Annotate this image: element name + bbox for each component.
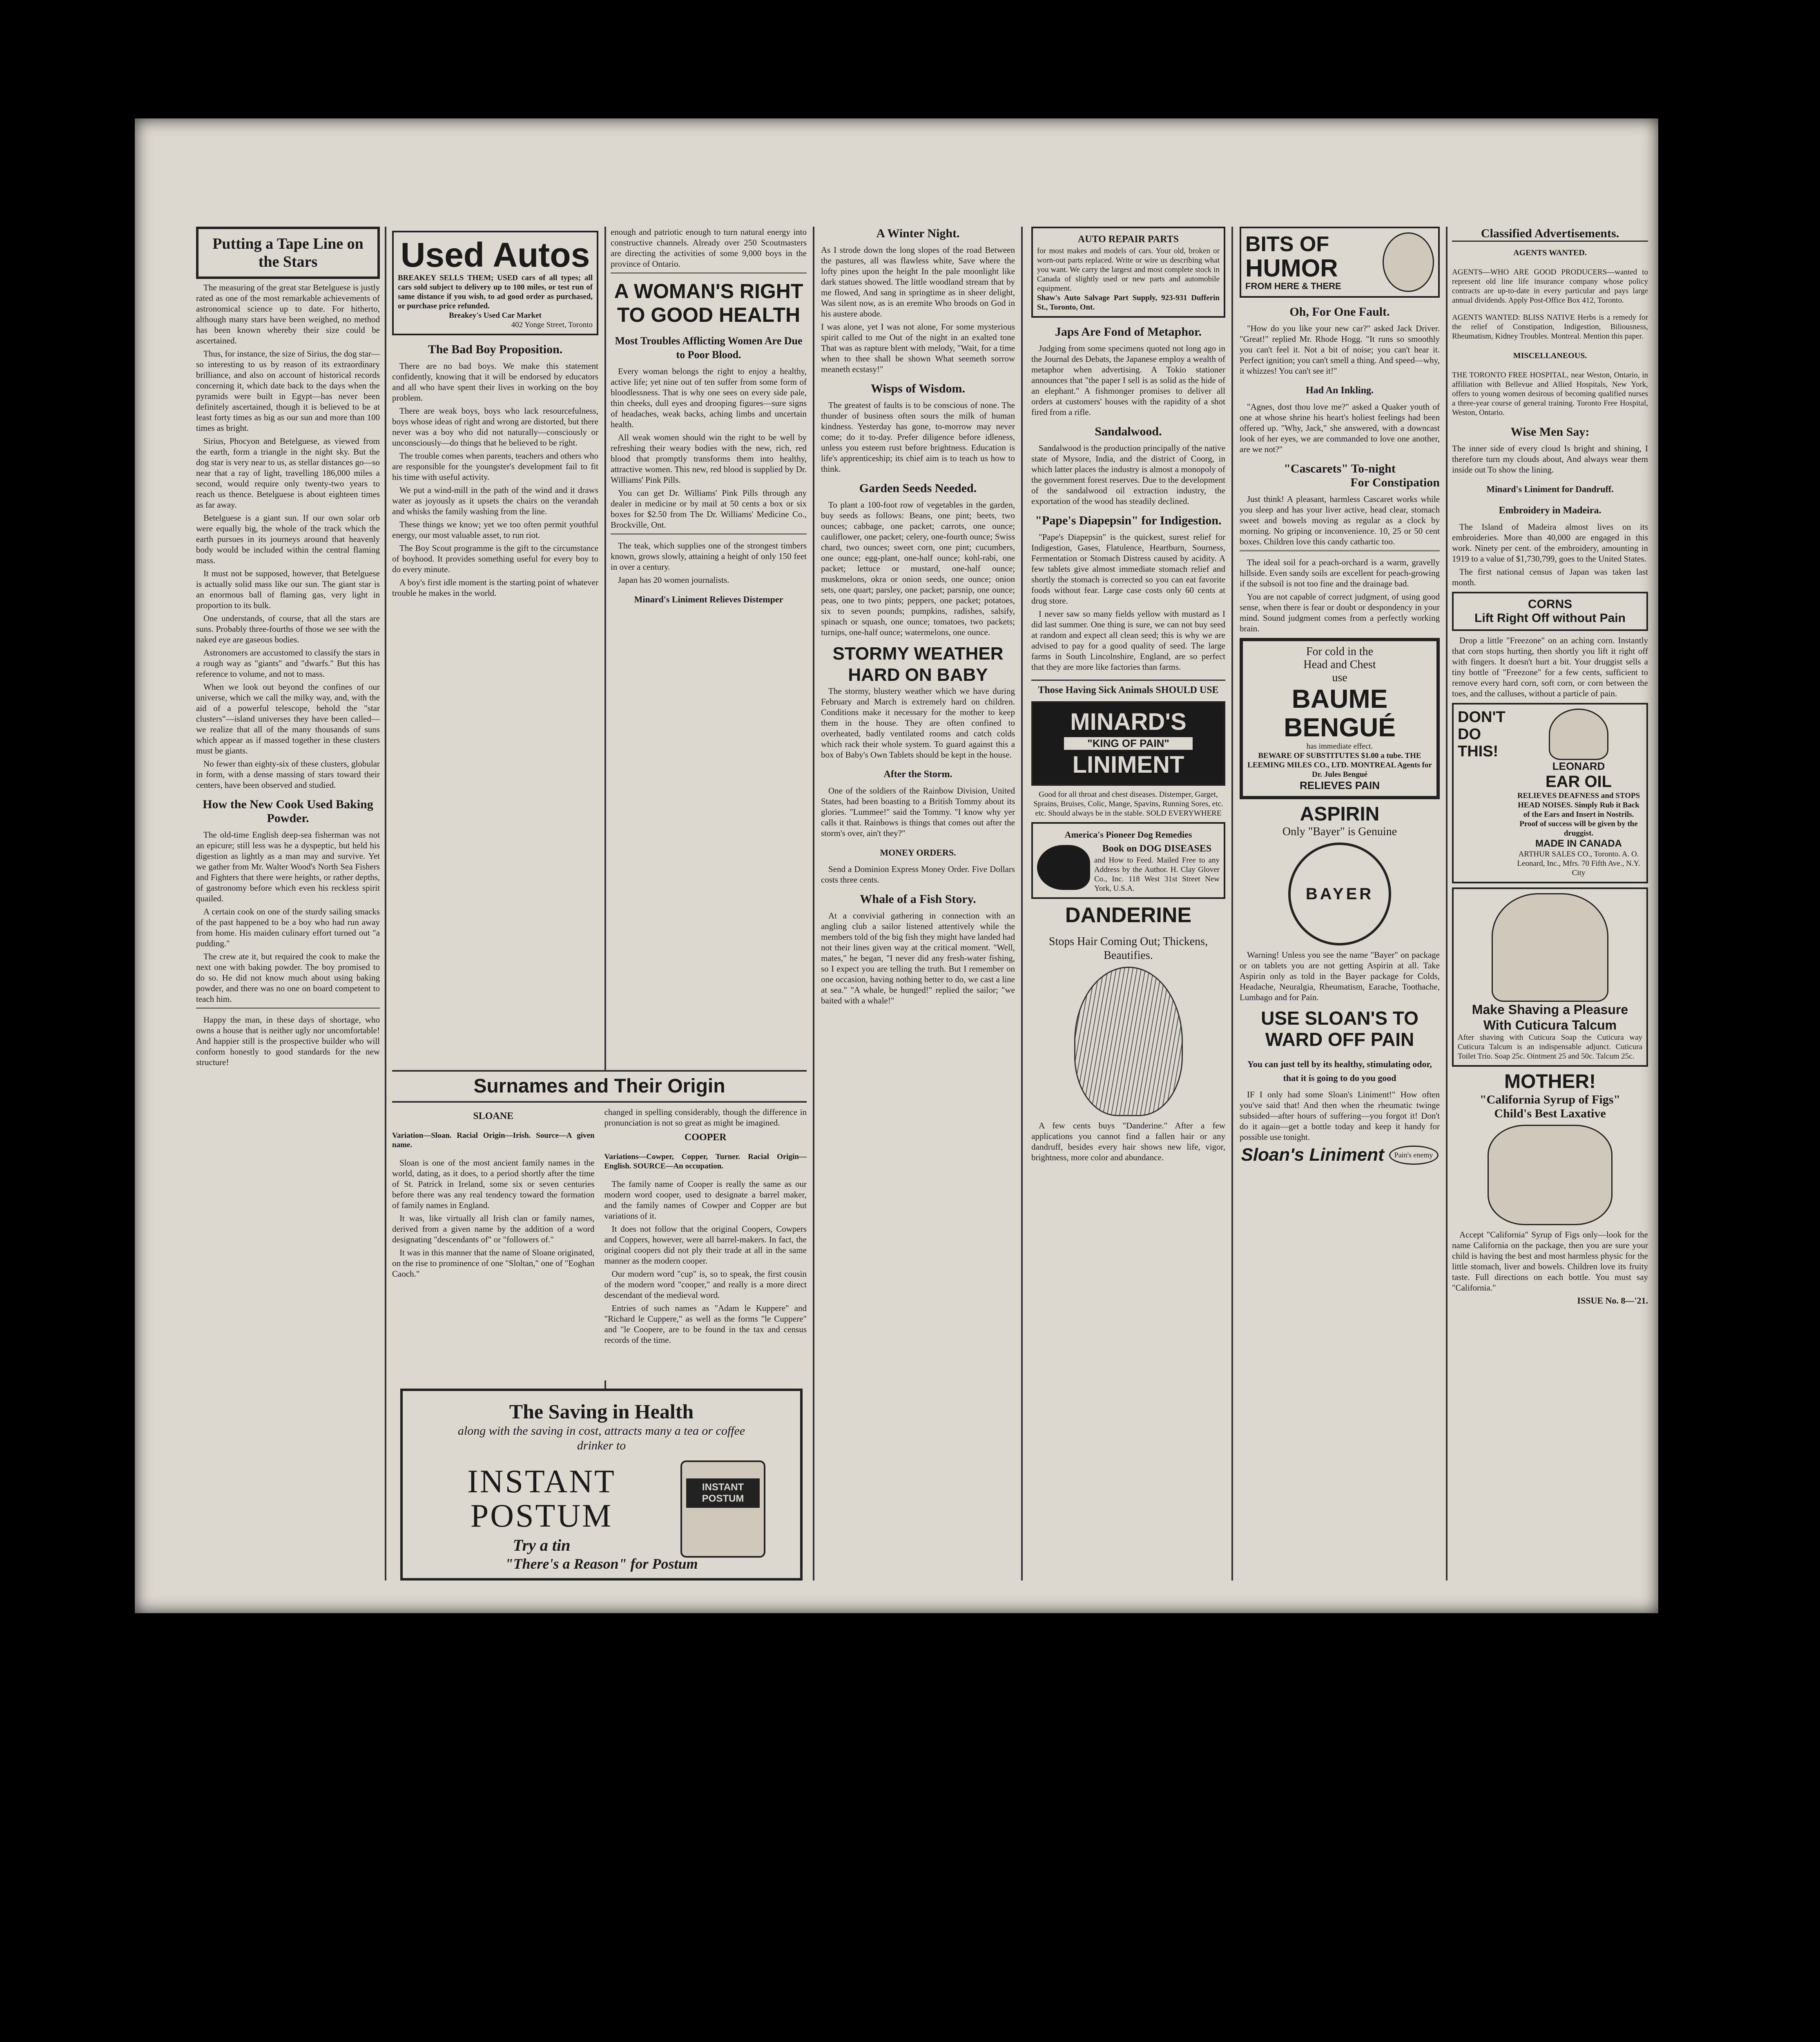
baume-bengue-ad: [1240, 638, 1440, 799]
misc-heading: MISCELLANEOUS.: [1513, 351, 1587, 360]
article-text: Just think! A pleasant, harmless Cascaret works while you sleep and has your liver active, head clear, stomach sweet and bowels moving as regular as a clock by morning. No griping or inconvenience. 10, 25 or 50 cent boxes. Children love this candy cathartic too.: [1240, 494, 1440, 546]
minards-title: LINIMENT: [1072, 751, 1184, 778]
ad-text: has immediate effect.: [1306, 742, 1373, 751]
newspaper-page: [135, 118, 1658, 1613]
article-text: Sirius, Phocyon and Betelguese, as viewed from the earth, form a triangle in the night sky. But the dog star is very near to us, as stellar distances go—so near that a ray of light, travelling 186,000 miles a second, would require only twenty-two years to reach us thence. Betelguese is about eighteen times as far away.: [196, 436, 380, 510]
laughing-face-image: [1383, 232, 1434, 292]
article-text: It does not follow that the original Coopers, Cowpers and Coppers, however, were all barrel-makers. In fact, the original coopers did not ply their trade at all in the same manner as the modern cooper.: [604, 1224, 807, 1266]
headline-baking: How the New Cook Used Baking Powder.: [203, 798, 373, 825]
divider: [611, 533, 807, 537]
article-text: Warning! Unless you see the name "Bayer" on package or on tablets you are not getting Aspirin at all. Take Aspirin only as told in the Bayer package for Colds, Headache, Neuralgia, Rheumatism, Earache, Toothache, Lumbago and for Pain.: [1240, 950, 1440, 1002]
article-text: The first national census of Japan was taken last month.: [1452, 567, 1648, 587]
article-text: You can get Dr. Williams' Pink Pills through any dealer in medicine or by mail at 50 cents a box or six boxes for $2.50 from The Dr. Williams' Medicine Co., Brockville, Ont.: [611, 488, 807, 530]
ad-text: RELIEVES PAIN: [1299, 779, 1380, 791]
ad-text: ARTHUR SALES CO., Toronto. A. O. Leonard, Inc., Mfrs. 70 Fifth Ave., N.Y. City: [1517, 850, 1640, 877]
article-text: No fewer than eighty-six of these clusters, globular in form, with a dense massing of stars toward their centers, have been observed and studied.: [196, 759, 380, 790]
headline-stormy: HARD ON BABY: [848, 665, 988, 685]
article-text: Our modern word "cup" is, so to speak, the first cousin of the modern word "cooper," and really is a more direct descendant of the medieval word.: [604, 1269, 807, 1300]
ad-text: for most makes and models of cars. Your old, broken or worn-out parts replaced. Write or wire us describing what you want. We carry the largest and most complete stock in Canada of slightly used or new parts and automobile equipment.: [1037, 247, 1220, 293]
column-6: [1240, 227, 1440, 1581]
mother-title: MOTHER!: [1504, 1071, 1596, 1092]
subheadline: Most Troubles Afflicting Women Are Due to Poor Blood.: [615, 335, 803, 361]
headline-pape: "Pape's Diapepsin" for Indigestion.: [1035, 514, 1222, 527]
column-5: [1031, 227, 1225, 1581]
cuticura-title: With Cuticura Talcum: [1483, 1018, 1617, 1032]
article-text: Astronomers are accustomed to classify the stars in a rough way as "giants" and "dwarfs." But this has reference to volume, and not to mass.: [196, 648, 380, 679]
headline-wise: Wise Men Say:: [1510, 425, 1590, 439]
article-text: One understands, of course, that all the stars are suns. Probably three-fourths of those we see with the naked eye are gaseous bodies.: [196, 613, 380, 644]
dog-remedies-ad: [1031, 822, 1225, 899]
divider: [1240, 550, 1440, 554]
article-text: A boy's first idle moment is the starting point of whatever trouble he makes in the world.: [392, 577, 598, 598]
headline-fault: Oh, For One Fault.: [1289, 305, 1390, 319]
article-text: Happy the man, in these days of shortage, who owns a house that is neither ugly nor uncomfortable! And happier still is the prospective builder who will conform honestly to good standards for the new structure!: [196, 1015, 380, 1067]
leonard-title: EAR OIL: [1545, 773, 1612, 791]
postum-brand: INSTANT: [467, 1464, 616, 1500]
bayer-cross-logo: [1288, 843, 1391, 945]
ad-text: and How to Feed. Mailed Free to any Address by the Author. H. Clay Glover Co., Inc. 118 West 31st Street New York, U.S.A.: [1094, 856, 1220, 893]
article-text: It must not be supposed, however, that Betelguese is actually solid mass like our sun. The giant star is an enormous ball of flaming gas, very light in proportion to its bulk.: [196, 568, 380, 610]
article-text: There are no bad boys. We make this statement confidently, knowing that it will be endorsed by educators and all who have spent their lives in working on the boy problem.: [392, 361, 598, 403]
headline-whale: Whale of a Fish Story.: [860, 892, 976, 906]
corns-title: Lift Right Off without Pain: [1474, 611, 1626, 625]
divider: [196, 1008, 380, 1011]
headline-wisps: Wisps of Wisdom.: [871, 382, 965, 395]
article-text: "Agnes, dost thou love me?" asked a Quaker youth of one at whose shrine his heart's holiest feelings had been offered up. "Why, Jack," she answered, with a downcast look of her eyes, we are commanded to love one another, are we not?": [1240, 402, 1440, 454]
sloan-title: USE SLOAN'S TO: [1261, 1008, 1419, 1029]
divider: [611, 272, 807, 276]
headline-japs: Japs Are Fond of Metaphor.: [1055, 325, 1202, 339]
minard-line: Minard's Liniment for Dandruff.: [1486, 484, 1614, 494]
dont-title: DO: [1458, 726, 1481, 743]
headline-badboy: The Bad Boy Proposition.: [428, 343, 563, 356]
ad-heading: AUTO REPAIR PARTS: [1077, 234, 1179, 245]
article-text: changed in spelling considerably, though the difference in pronunciation is not so great as might be imagined.: [604, 1107, 807, 1128]
corns-title: CORNS: [1528, 597, 1572, 611]
hair-illustration: [1074, 967, 1183, 1116]
classified-text: AGENTS WANTED: BLISS NATIVE Herbs is a remedy for the relief of Constipation, Indigestion, Biliousness, Rheumatism, Kidney Troubles. Montreal. Mention this paper.: [1452, 313, 1648, 341]
article-text: We put a wind-mill in the path of the wind and it draws water as joyously as it upsets the chairs on the verandah and whisks the family washing from the line.: [392, 485, 598, 516]
leonard-title: LEONARD: [1552, 760, 1605, 772]
article-text: Every woman belongs the right to enjoy a healthy, active life; yet nine out of ten suffer from some form of bloodlessness. That is why one sees on every side pale, thin cheeks, dull eyes and drooping figures—sure signs of headaches, weak backs, aching limbs and uncertain health.: [611, 366, 807, 429]
minards-title: MINARD'S: [1070, 709, 1187, 735]
bayer-label: BAYER: [1305, 885, 1374, 903]
column-4: [821, 227, 1015, 1581]
article-text: The ideal soil for a peach-orchard is a warm, gravelly hillside. Even sandy soils are excellent for peach-growing if the subsoil is not too fine and the drainage bad.: [1240, 557, 1440, 589]
article-text: The Boy Scout programme is the gift to the circumstance of boyhood. It provides something useful for every boy to do every minute.: [392, 543, 598, 574]
aspirin-sub: Only "Bayer" is Genuine: [1282, 825, 1397, 838]
dont-title: THIS!: [1458, 743, 1499, 760]
postum-line1: The Saving in Health: [509, 1400, 694, 1423]
column-rule: [1446, 227, 1448, 1581]
article-text: "How do you like your new car?" asked Jack Driver. "Great!" replied Mr. Rhode Hogg. "It runs so smoothly you can't feel it. Not a bit of noise; you can't hear it. Perfect ignition; you can't smell a thing. And speed—why, it whizzes! You can't see it!": [1240, 323, 1440, 376]
headline-stars: Putting a Tape Line on the Stars: [212, 235, 364, 270]
headline-winter: A Winter Night.: [876, 227, 960, 240]
headline-surnames: Surnames and Their Origin: [392, 1070, 807, 1103]
ad-text: Shaw's Auto Salvage Part Supply, 923-931 Dufferin St., Toronto, Ont.: [1037, 294, 1220, 312]
article-text: A certain cook on one of the sturdy sailing smacks of the past happened to be a boy who had run away from home. His maiden culinary effort turned out "a pudding.": [196, 907, 380, 948]
cuticura-ad: [1452, 887, 1648, 1067]
sloan-badge: Pain's enemy: [1389, 1146, 1439, 1165]
sloan-title: WARD OFF PAIN: [1265, 1029, 1414, 1050]
article-text: Accept "California" Syrup of Figs only—look for the name California on the package, then you are sure your child is having the best and most harmless physic for the little stomach, liver and bowels. Children love its fruity taste. Full directions on each bottle. You must say "California.": [1452, 1230, 1648, 1293]
bits-of-humor-banner: [1240, 227, 1440, 298]
article-text: You are not capable of correct judgment, of using good sense, when there is fear or doubt or despondency in your mind. Sound judgment comes from a perfectly working brain.: [1240, 592, 1440, 633]
headline-stormy: STORMY WEATHER: [832, 644, 1004, 664]
corns-ad: [1452, 592, 1648, 631]
postum-ad: [400, 1389, 803, 1581]
sloan-logo: Sloan's Liniment: [1241, 1145, 1384, 1165]
article-text: The stormy, blustery weather which we have during February and March is extremely hard on children. Conditions make it necessary for the mother to keep them in the house. They are often confined to overheated, badly ventilated rooms and catch colds which rack their whole system. To guard against this a box of Baby's Own Tablets should be kept in the house.: [821, 686, 1015, 760]
aspirin-title: ASPIRIN: [1300, 803, 1380, 825]
column-7: [1452, 227, 1648, 1581]
article-text: The old-time English deep-sea fisherman was not an epicure; still less was he a dyspeptic, but held his digestion as lightly as a man may and survive. Yet we gather from Mr. Walter Wood's North Sea Fishers and Fighters that there were heights, or rather depths, of gastronomy before which even his reckless spirit quailed.: [196, 830, 380, 903]
column-rule: [813, 227, 814, 1581]
ad-text: 402 Yonge Street, Toronto: [511, 321, 593, 329]
classified-text: AGENTS—WHO ARE GOOD PRODUCERS—wanted to represent old line life insurance company whose policy contracts are up-to-date in every particular and pays large annual dividends. Apply Post-Office Box 412, Toronto.: [1452, 268, 1648, 305]
sloane-meta: Variation—Sloan. Racial Origin—Irish. Source—A given name.: [392, 1131, 595, 1149]
auto-repair-ad: [1031, 227, 1225, 318]
article-text: enough and patriotic enough to turn natural energy into constructive channels. Already over 250 Scoutmasters are directing the activities of some 9,000 boys in the province of Ontario.: [611, 227, 807, 269]
ad-text: Breakey's Used Car Market: [449, 311, 542, 320]
article-text: "Pape's Diapepsin" is the quickest, surest relief for Indigestion, Gases, Flatulence, Heartburn, Sourness, Fermentation or Stomach Distress caused by acidity. A few tablets give almost immediate stomach relief and shortly the stomach is corrected so you can eat favorite foods without fear. Large case costs only 60 cents at drug store.: [1031, 532, 1225, 606]
headline-money: MONEY ORDERS.: [880, 847, 956, 858]
bits-sub: FROM HERE & THERE: [1245, 281, 1341, 291]
article-text: To plant a 100-foot row of vegetables in the garden, buy seeds as follows: Beans, one pint; beets, two ounces; cabbage, one packet; carrots, one ounce; cauliflower, one packet; celery, one-fourth ounce; Swiss chard, two ounces; sweet corn, one pint; cucumbers, one ounce; egg-plant, one-half ounce; kohl-rabi, one packet; lettuce or mustard, one-half ounce; muskmelons, okra or onion seeds, one ounce; onion sets, one quart; parsley, one packet; parsnip, one ounce; peas, one to two pints; peppers, one packet; potatoes, six to seven pounds; pumpkins, radishes, salsify, spinach or squash, one ounce; tomatoes, two packets; turnips, one-half ounce; watermelons, one ounce.: [821, 500, 1015, 637]
cooper-meta: Variations—Cowper, Copper, Turner. Racial Origin—English. SOURCE—An occupation.: [604, 1153, 807, 1170]
sloane-heading: SLOANE: [473, 1111, 514, 1121]
postum-reason: "There's a Reason" for Postum: [505, 1556, 698, 1572]
article-text: The teak, which supplies one of the strongest timbers known, grows slowly, attaining a height of only 150 feet in over a century.: [611, 541, 807, 572]
surnames-left: [392, 1107, 595, 1348]
article-text: IF I only had some Sloan's Liniment!" How often you've said that! And then when the rheumatic twinge subsided—after hours of suffering—you forgot it! Don't do it again—get a bottle today and keep it handy for possible use tonight.: [1240, 1090, 1440, 1142]
minards-king: "KING OF PAIN": [1064, 737, 1193, 750]
column-rule: [1021, 227, 1023, 1581]
sloan-sub: You can just tell by its healthy, stimulating odor, that it is going to do you good: [1247, 1059, 1432, 1083]
article-text: The trouble comes when parents, teachers and others who are responsible for the youngster's development fail to fit his time with useful activity.: [392, 451, 598, 482]
article-text: When we look out beyond the confines of our universe, which we call the milky way, and, with the aid of a powerful telescope, behold the "star clusters"—island universes they have been called—we realize that all of the many thousands of suns which appear as if massed together in these clusters must be giants.: [196, 682, 380, 756]
ad-text: BEWARE OF SUBSTITUTES $1.00 a tube. THE LEEMING MILES CO., LTD. MONTREAL Agents for Dr. Jules Bengué: [1247, 751, 1432, 779]
classified-heading: Classified Advertisements.: [1452, 227, 1648, 242]
headline-woman: TO GOOD HEALTH: [617, 303, 801, 326]
headline-garden: Garden Seeds Needed.: [859, 482, 977, 495]
man-ear-image: [1549, 709, 1608, 760]
article-text: All weak women should win the right to be well by refreshing their weary bodies with the new, rich, red blood that promptly transforms them into healthy, attractive women. This new, red blood is supplied by Dr. Williams' Pink Pills.: [611, 432, 807, 485]
surnames-article: [392, 1070, 807, 1380]
article-text: The greatest of faults is to be conscious of none. The thunder of business often sours the milk of human kindness. Yesterday has gone, to-morrow may never come; do it to-day. Prefer diligence before idleness, unless you esteem rust before brightness. Education is life's apprenticeship; its chief aim is to teach us how to think.: [821, 400, 1015, 474]
bits-title: HUMOR: [1245, 254, 1338, 282]
bits-title: BITS OF: [1245, 232, 1329, 256]
headline-cascarets: For Constipation: [1350, 476, 1440, 489]
ad-text: RELIEVES DEAFNESS and STOPS HEAD NOISES. Simply Rub it Back of the Ears and Insert in Nostrils. Proof of success will be given by the druggist.: [1517, 791, 1640, 838]
article-text: Judging from some specimens quoted not long ago in the Journal des Debats, the Japanese employ a wealth of metaphor when advertising. A Tokio stationer announces that "the paper I sell is as solid as the hide of an elephant." A fishmonger promises to deliver all orders at customers' houses with the rapidity of a shot fired from a rifle.: [1031, 343, 1225, 417]
headline-inkling: Had An Inkling.: [1305, 385, 1374, 396]
poem-text: The inner side of every cloud Is bright and shining, I therefore turn my clouds about, And always wear them inside out To show the lining.: [1452, 444, 1648, 475]
article-text: One of the soldiers of the Rainbow Division, United States, had been boasting to a British Tommy about its glories. "Lummee!" said the Tommy. "I know why yer calls it that. Rainbows is things that comes out after the storm's over, ain't they?": [821, 786, 1015, 838]
baume-title: BAUME: [1291, 684, 1388, 713]
issue-number: ISSUE No. 8—'21.: [1577, 1295, 1648, 1306]
postum-can-image: [680, 1460, 765, 1558]
article-text: Sloan is one of the most ancient family names in the world, dating, as it does, to a period shortly after the time of St. Patrick in Ireland, some six or seven centuries before there was any real tendency toward the formation of family names in England.: [392, 1158, 595, 1210]
ad-text: MADE IN CANADA: [1535, 838, 1622, 849]
headline-box: [196, 227, 380, 279]
ad-text: After shaving with Cuticura Soap the Cuticura way Cuticura Talcum is an indispensable adjunct. Cuticura Toilet Trio. Soap 25c. Ointment 25 and 50c. Talcum 25c.: [1458, 1033, 1642, 1061]
postum-line2: along with the saving in cost, attracts many a tea or coffee drinker to: [457, 1424, 745, 1452]
cuticura-title: Make Shaving a Pleasure: [1472, 1002, 1628, 1017]
minards-ad: [1031, 701, 1225, 786]
headline-cascarets: "Cascarets" To-night: [1284, 462, 1396, 475]
article-text: I never saw so many fields yellow with mustard as I did last summer. One thing is sure, we can not buy seed at random and expect all clean seed; this is why we are advised to pay for a good quality of seed. The large farms in South Lincolnshire, England, are so perfect that they are more like factories than farms.: [1031, 609, 1225, 672]
mother-child-image: [1488, 1125, 1613, 1225]
danderine-sub: Stops Hair Coming Out; Thickens, Beautifies.: [1048, 935, 1208, 962]
surnames-right: [604, 1107, 807, 1348]
used-autos-title: Used Autos: [400, 236, 590, 274]
danderine-title: DANDERINE: [1065, 903, 1192, 927]
article-text: Sandalwood is the production principally of the native state of Mysore, India, and the district of Coorg, in which latter places the industry is almost a monopoly of the government forest reserves. Due to the development of the sandalwood oil extraction industry, the exportation of the wood has steadily declined.: [1031, 443, 1225, 506]
column-1: [196, 227, 380, 1581]
dont-title: DON'T: [1458, 709, 1506, 726]
article-text: Betelguese is a giant sun. If our own solar orb were equally big, the whole of the track which the earth pursues in its journeys around that heavenly body would be included within the central flaming mass.: [196, 513, 380, 565]
article-text: The measuring of the great star Betelguese is justly rated as one of the most remarkable achievements of astronomical science up to date. For hitherto, although many stars have been weighed, no method has been known whereby their size could be ascertained.: [196, 283, 380, 346]
headline-afterstorm: After the Storm.: [883, 769, 952, 780]
ad-text: Good for all throat and chest diseases. Distemper, Garget, Sprains, Bruises, Colic, Mange, Spavins, Running Sores, etc. etc. Should always be in the stable. SOLD EVERYWHERE: [1033, 790, 1223, 818]
ad-text: BREAKEY SELLS THEM; USED cars of all types; all cars sold subject to delivery up to 100 miles, or test run of same distance if you wish, to ad good order as purchased, or purchase price refunded.: [398, 274, 593, 310]
article-text: A few cents buys "Danderine." After a few applications you cannot find a fallen hair or any dandruff, besides every hair shows new life, vigor, brightness, more color and abundance.: [1031, 1121, 1225, 1162]
article-text: These things we know; yet we too often permit youthful energy, our most valuable asset, to run riot.: [392, 519, 598, 540]
article-text: There are weak boys, boys who lack resourcefulness, boys whose ideas of right and wrong are distorted, but there never was a boy who did not naturally—consciously or unconsciously—do things that he believed to be right.: [392, 406, 598, 448]
used-autos-ad: [392, 231, 598, 335]
postum-brand: POSTUM: [470, 1498, 613, 1534]
article-text: It was, like virtually all Irish clan or family names, derived from a given name by the addition of a word designating "descendants of" or "followers of.": [392, 1213, 595, 1244]
minard-line: Minard's Liniment Relieves Distemper: [634, 594, 783, 604]
agents-heading: AGENTS WANTED.: [1513, 248, 1587, 257]
dog-image: [1037, 845, 1090, 890]
shaving-man-image: [1492, 893, 1608, 1002]
ad-heading: Book on DOG DISEASES: [1102, 843, 1212, 854]
cooper-heading: COOPER: [684, 1132, 727, 1143]
article-text: The Island of Madeira almost lives on its embroideries. More than 40,000 are engaged in this work. Ninety per cent. of the embroidery, amounting in 1919 to a value of $1,730,799, goes to the United States.: [1452, 522, 1648, 564]
postum-try: Try a tin: [513, 1536, 571, 1554]
article-text: Japan has 20 women journalists.: [618, 575, 729, 585]
article-text: At a convivial gathering in connection with an angling club a sailor listened attentively while the members told of the big fish they might have landed had not their lines given way at the critical moment. "Well, mates," he began, "I never did any fresh-water fishing, so I expect you are telling the truth. But I remember on one occasion, having nothing better to do, we cast a line at sea." "A whale, be hunged!" replied the sailor; "we baited with a whale!": [821, 911, 1015, 1005]
article-text: The crew ate it, but required the cook to make the next one with baking powder. The boy promised to do so. He did not know much about using baking powder, and there was no one on board competent to teach him.: [196, 952, 380, 1004]
poem-text: I was alone, yet I was not alone, For some mysterious spirit called to me Out of the night in an exalted tone That was as rapture blent with melody, "Wait, for a time when to thee shall be shown What seemeth sorrow meaneth ecstasy!": [821, 322, 1015, 374]
ad-heading: America's Pioneer Dog Remedies: [1064, 829, 1192, 840]
classified-text: THE TORONTO FREE HOSPITAL, near Weston, Ontario, in affiliation with Bellevue and Allied Hospitals, New York, offers to young women desirous of becoming qualified nurses a three-year course of general training. Toronto Free Hospital, Weston, Ontario.: [1452, 371, 1648, 417]
article-text: It was in this manner that the name of Sloane originated, on the rise to prominence of one "Sloltan," one of "Eoghan Caoch.": [392, 1248, 595, 1279]
leonard-ear-oil-ad: [1452, 703, 1648, 883]
column-rule: [1231, 227, 1233, 1581]
article-text: Send a Dominion Express Money Order. Five Dollars costs three cents.: [821, 864, 1015, 885]
column-rule: [385, 227, 386, 1581]
article-text: Thus, for instance, the size of Sirius, the dog star—so interesting to us by reason of its extraordinary brilliance, and also on account of historical records concerning it, which date back to the days when the pyramids were built in Egypt—has never been definitely ascertained, though it is believed to be at least forty times as big as our sun and more than 100 times as bright.: [196, 349, 380, 433]
headline-madeira: Embroidery in Madeira.: [1499, 505, 1601, 516]
ad-text: For cold in the Head and Chest use: [1303, 645, 1376, 684]
baume-title: BENGUÉ: [1284, 713, 1396, 742]
headline-woman: A WOMAN'S RIGHT: [614, 280, 803, 303]
postum-can-label: INSTANT POSTUM: [686, 1478, 760, 1508]
article-text: Drop a little "Freezone" on an aching corn. Instantly that corn stops hurting, then shortly you lift it right off with fingers. It doesn't hurt a bit. Your druggist sells a tiny bottle of "Freezone" for a few cents, sufficient to remove every hard corn, soft corn, or corn between the toes, and the calluses, without a particle of pain.: [1452, 635, 1648, 698]
article-text: Entries of such names as "Adam le Kuppere" and "Richard le Cuppere," as well as the forms "le Cuppere" and "le Coopere, are to be found in the tax and census records of the time.: [604, 1303, 807, 1345]
figs-title: Child's Best Laxative: [1494, 1107, 1606, 1120]
poem-text: As I strode down the long slopes of the road Between the pastures, all was flawless white, Save where the lofty pines upon the height In the pale moonlight like dark statues showed. The little woodland stream that by me flowed, And sang in springtime as in sheer delight, Was silent now, as is an eremite Who broods on God in his austere abode.: [821, 245, 1015, 319]
figs-title: "California Syrup of Figs": [1479, 1093, 1621, 1106]
headline-sandal: Sandalwood.: [1095, 425, 1162, 438]
article-text: The family name of Cooper is really the same as our modern word cooper, used to designate a barrel maker, and the family names of Cowper and Copper are but variations of it.: [604, 1179, 807, 1221]
animals-heading: Those Having Sick Animals SHOULD USE: [1031, 680, 1225, 697]
